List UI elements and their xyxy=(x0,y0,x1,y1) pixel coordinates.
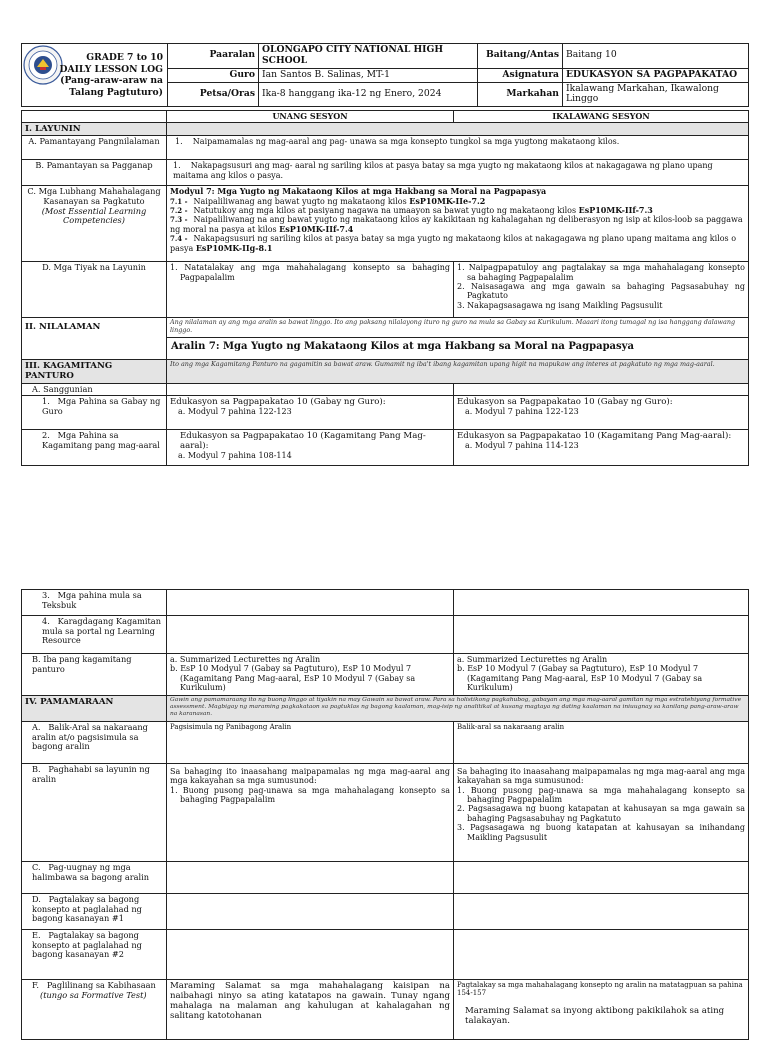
gabay-second-line1: Edukasyon sa Pagpapakatao 10 (Gabay ng Guro): xyxy=(457,397,673,408)
label-gabay-ng-guro: 1. Mga Pahina sa Gabay ng Guro xyxy=(22,396,167,430)
date-label: Petsa/Oras xyxy=(168,82,259,107)
grade-range: GRADE 7 to 10 xyxy=(86,52,163,64)
sanggunian-first-empty xyxy=(167,383,454,396)
balik-aral-first: Pagsisimula ng Panibagong Aralin xyxy=(167,722,454,764)
paglilinang-second-1: Pagtalakay sa mga mahahalagang konsepto ng aralin na matatagpuan sa pahina 154-157 xyxy=(457,981,743,998)
paglilinang-second-2: Maraming Salamat sa inyong aktibong pakikilahok sa ating talakayan. xyxy=(465,1006,725,1027)
melc-item-text: Nakapagsusuri ng sariling kilos at pasya batay sa mga yugto ng makataong kilos at nakagagawa ng plano upang maitama ang kilos o pasya xyxy=(170,234,737,253)
label-learning-resource: 4. Karagdagang Kagamitan mula sa portal ng Learning Resource xyxy=(22,616,167,654)
melc-item-number: 7.4 - xyxy=(170,234,188,244)
label-balik-aral: A. Balik-Aral sa nakaraang aralin at/o pagsisimula sa bagong aralin xyxy=(22,722,167,764)
melc-label-1: C. Mga Lubhang Mahahalagang xyxy=(27,186,161,197)
melc-item-code: EsP10MK-IIf-7.4 xyxy=(279,223,354,234)
paghahabi-item: 2. Pagsasagawa ng buong katapatan at kahusayan sa mga gawain sa bahaging Pagsasabuhay ng Pagkatuto xyxy=(457,804,745,823)
pagtalakay-2-first xyxy=(167,930,454,980)
pamamaraan-title: IV. PAMAMARAAN xyxy=(22,696,167,722)
melc-label-2: Kasanayan sa Pagkatuto xyxy=(43,196,145,206)
iba-pang-item: a. Summarized Lecturettes ng Aralin xyxy=(457,655,608,664)
label-paghahabi: B. Paghahabi sa layunin ng aralin xyxy=(22,764,167,862)
date-value: Ika-8 hanggang ika-12 ng Enero, 2024 xyxy=(259,82,478,107)
balik-aral-second: Balik-aral sa nakaraang aralin xyxy=(454,722,749,764)
col-second-session: IKALAWANG SESYON xyxy=(454,111,749,123)
melc-list xyxy=(170,197,745,253)
dll-subtitle-2: Talang Pagtuturo) xyxy=(69,86,163,98)
label-pag-uugnay: C. Pag-uugnay ng mga halimbawa sa bagong aralin xyxy=(22,862,167,894)
melc-item-number: 7.2 - xyxy=(170,206,188,216)
level-value: Baitang 10 xyxy=(563,44,749,69)
gabay-first-line1: Edukasyon sa Pagpapakatao 10 (Gabay ng Guro): xyxy=(170,397,386,408)
label-pagtalakay-1: D. Pagtalakay sa bagong konsepto at paglalahad ng bagong kasanayan #1 xyxy=(22,894,167,930)
kagamitan-first-line1: Edukasyon sa Pagpapakatao 10 (Kagamitang Pang Mag-aaral): xyxy=(180,431,426,452)
level-label: Baitang/Antas xyxy=(478,44,563,69)
paglilinang-first: Maraming Salamat sa mga mahahalagang kaisipan na naibahagi ninyo sa ating katatapos na gawain. Tunay ngang mahalaga na malaman ang kahulugan at kahalagahan ng salitang katotohanan xyxy=(167,980,454,1040)
pag-uugnay-second xyxy=(454,862,749,894)
iba-pang-first xyxy=(167,654,454,696)
lr-second xyxy=(454,616,749,654)
teksbuk-first xyxy=(167,590,454,616)
iba-pang-item: b. EsP 10 Modyul 7 (Gabay sa Pagtuturo), EsP 10 Modyul 7 (Kagamitang Pang Mag-aaral, EsP 10 Modyul 7 (Gabay sa Kurikulum) xyxy=(457,664,703,693)
tiyak-layunin-item: 2. Naisasagawa ang mga gawain sa bahaging Pagsasabuhay ng Pagkatuto xyxy=(457,282,745,301)
iba-pang-second xyxy=(454,654,749,696)
paglilinang-label-2: (tungo sa Formative Test) xyxy=(40,989,147,1000)
dll-subtitle-1: (Pang-araw-araw na xyxy=(60,75,163,87)
melc-item xyxy=(170,206,745,215)
aralin-title: Aralin 7: Mga Yugto ng Makataong Kilos at mga Hakbang sa Moral na Pagpapasya xyxy=(167,338,749,360)
pagtalakay-1-first xyxy=(167,894,454,930)
quarter-label: Markahan xyxy=(478,82,563,107)
gabay-second-line2: a. Modyul 7 pahina 122-123 xyxy=(465,407,579,417)
paghahabi-first-intro: Sa bahaging ito inaasahang maipapamalas ng mga mag-aaral ang mga kakayahan sa mga sumusunod: xyxy=(170,767,450,786)
dll-title: DAILY LESSON LOG xyxy=(59,63,163,75)
melc-item-number: 7.3 - xyxy=(170,215,188,225)
paghahabi-item: 3. Pagsasagawa ng buong katapatan at kahusayan sa inihandang Maikling Pagsusulit xyxy=(457,823,745,842)
melc-item-number: 7.1 - xyxy=(170,196,188,206)
paglilinang-label: F. Paglilinang sa Kabihasaan xyxy=(32,980,156,990)
kagamitan-second xyxy=(454,430,749,466)
tiyak-layunin-first xyxy=(167,262,454,318)
label-paglilinang xyxy=(22,980,167,1040)
tiyak-layunin-item: 3. Nakapagsasagawa ng isang Maikling Pagsusulit xyxy=(457,300,663,310)
layunin-title-fill xyxy=(167,123,749,136)
melc-item-code: EsP10MK-IIg-8.1 xyxy=(195,242,273,253)
nilalaman-title: II. NILALAMAN xyxy=(22,318,167,360)
label-pamantayang-pangnilalaman: A. Pamantayang Pangnilalaman xyxy=(22,136,167,160)
panturo-title: III. KAGAMITANG PANTURO xyxy=(22,360,167,383)
subject-value: EDUKASYON SA PAGPAPAKATAO xyxy=(563,68,749,82)
label-kagamitang-pang-mag-aaral: 2. Mga Pahina sa Kagamitang pang mag-aaral xyxy=(22,430,167,466)
kagamitan-second-line1: Edukasyon sa Pagpapakatao 10 (Kagamitang Pang Mag-aaral): xyxy=(457,431,732,442)
lesson-table-page2 xyxy=(21,589,749,1040)
paghahabi-first-list xyxy=(170,786,450,805)
lesson-table-page1 xyxy=(21,110,749,466)
melc-module-title: Modyul 7: Mga Yugto ng Makataong Kilos at mga Hakbang sa Moral na Pagpapasya xyxy=(170,186,547,197)
iba-pang-item: a. Summarized Lecturettes ng Aralin xyxy=(170,655,321,664)
pagtalakay-2-second xyxy=(454,930,749,980)
gabay-second xyxy=(454,396,749,430)
sanggunian-second-empty xyxy=(454,383,749,396)
melc-item xyxy=(170,234,745,253)
label-pamantayan-sa-pagganap: B. Pamantayan sa Pagganap xyxy=(22,160,167,186)
corner-cell xyxy=(22,111,167,123)
paghahabi-second xyxy=(454,764,749,862)
paglilinang-second xyxy=(454,980,749,1040)
label-tiyak-na-layunin: D. Mga Tiyak na Layunin xyxy=(22,262,167,318)
panturo-note: Ito ang mga Kagamitang Panturo na gagamitin sa bawat araw. Gumamit ng iba't ibang kagamitan upang higit na mapukaw ang interes at pagkatuto ng mga mag-aaral. xyxy=(167,360,749,383)
label-iba-pang-kagamitan: B. Iba pang kagamitang panturo xyxy=(22,654,167,696)
melc-content xyxy=(167,186,749,262)
paghahabi-first xyxy=(167,764,454,862)
iba-pang-item: b. EsP 10 Modyul 7 (Gabay sa Pagtuturo), EsP 10 Modyul 7 (Kagamitang Pang Mag-aaral, EsP 10 Modyul 7 (Gabay sa Kurikulum) xyxy=(170,664,416,693)
label-pagtalakay-2: E. Pagtalakay sa bagong konsepto at paglalahad ng bagong kasanayan #2 xyxy=(22,930,167,980)
pag-uugnay-first xyxy=(167,862,454,894)
layunin-title: I. LAYUNIN xyxy=(22,123,167,136)
quarter-value: Ikalawang Markahan, Ikawalong Linggo xyxy=(563,82,749,107)
teksbuk-second xyxy=(454,590,749,616)
school-value: OLONGAPO CITY NATIONAL HIGH SCHOOL xyxy=(259,44,478,69)
melc-item-text: Naipaliliwanag ang bawat yugto ng makataong kilos xyxy=(193,196,410,206)
kagamitan-second-line2: a. Modyul 7 pahina 114-123 xyxy=(465,441,579,451)
melc-label-3: (Most Essential Learning Competencies) xyxy=(41,205,147,226)
tiyak-layunin-item: 1. Natatalakay ang mga mahahalagang konsepto sa bahaging Pagpapalalim xyxy=(170,263,450,282)
col-first-session: UNANG SESYON xyxy=(167,111,454,123)
tiyak-layunin-second xyxy=(454,262,749,318)
pagtalakay-1-second xyxy=(454,894,749,930)
paghahabi-item: 1. Buong pusong pag-unawa sa mga mahahalagang konsepto sa bahaging Pagpapalalim xyxy=(457,785,745,805)
dll-title-cell xyxy=(22,44,168,107)
melc-item-code: EsP10MK-IIf-7.3 xyxy=(578,205,653,216)
gabay-first xyxy=(167,396,454,430)
paghahabi-second-list xyxy=(457,786,745,842)
school-label: Paaralan xyxy=(168,44,259,69)
header-table xyxy=(21,43,749,107)
text-pamantayan-sa-pagganap: 1. Nakapagsusuri ang mag- aaral ng sariling kilos at pasya batay sa mga yugto ng makataong kilos at nakagagawa ng plano upang maitama ang kilos o pasya. xyxy=(167,160,749,186)
kagamitan-first xyxy=(167,430,454,466)
paghahabi-item: 1. Buong pusong pag-unawa sa mga mahahalagang konsepto sa bahaging Pagpapalalim xyxy=(170,785,450,805)
subject-label: Asignatura xyxy=(478,68,563,82)
melc-item xyxy=(170,215,745,234)
tiyak-layunin-item: 1. Naipagpapatuloy ang pagtalakay sa mga mahahalagang konsepto sa bahaging Pagpapalalim xyxy=(457,263,745,282)
teacher-label: Guro xyxy=(168,68,259,82)
nilalaman-note: Ang nilalaman ay ang mga aralin sa bawat linggo. Ito ang paksang nilalayong ituro ng guro na mula sa Gabay sa Kurikulum. Maaari itong tumagal ng isa hanggang dalawang linggo. xyxy=(167,318,749,338)
label-teksbuk: 3. Mga pahina mula sa Teksbuk xyxy=(22,590,167,616)
melc-item xyxy=(170,197,745,206)
text-pamantayang-pangnilalaman: 1. Naipamamalas ng mag-aaral ang pag- unawa sa mga konsepto tungkol sa mga yugtong makataong kilos. xyxy=(167,136,749,160)
lr-first xyxy=(167,616,454,654)
melc-item-text: Naipaliliwanag na ang bawat yugto ng makataong kilos ay kakikitaan ng kahalagahan ng deliberasyon ng isip at kilos-loob sa paggawa ng moral na pasya at kilos xyxy=(170,215,743,234)
melc-item-code: EsP10MK-IIe-7.2 xyxy=(409,195,486,206)
paghahabi-second-intro: Sa bahaging ito inaasahang maipapamalas ng mga mag-aaral ang mga kakayahan sa mga sumusunod: xyxy=(457,767,745,786)
gabay-first-line2: a. Modyul 7 pahina 122-123 xyxy=(178,407,292,417)
kagamitan-first-line2: a. Modyul 7 pahina 108-114 xyxy=(178,451,292,461)
pamamaraan-note: Gawin ang pamamaraang ito ng buong linggo at tiyakin na may Gawain sa bawat araw. Para sa holistikong pagkahubog, gabayan ang mga mag-aaral gamitan ng mga estratehiyang formative assessment. Magbigay ng maraming pagkakataon sa pagtuklas ng bagong kaalaman, mag-isip ng analitikal at kusang magtaya ng dating kaalaman na iniuugnay sa kanilang pang-araw-araw na karanasan. xyxy=(167,696,749,722)
melc-item-text: Natutukoy ang mga kilos at pasiyang nagawa na umaayon sa bawat yugto ng makataong kilos xyxy=(193,206,579,216)
teacher-value: Ian Santos B. Salinas, MT-1 xyxy=(259,68,478,82)
label-sanggunian: A. Sanggunian xyxy=(22,383,167,396)
label-melc xyxy=(22,186,167,262)
